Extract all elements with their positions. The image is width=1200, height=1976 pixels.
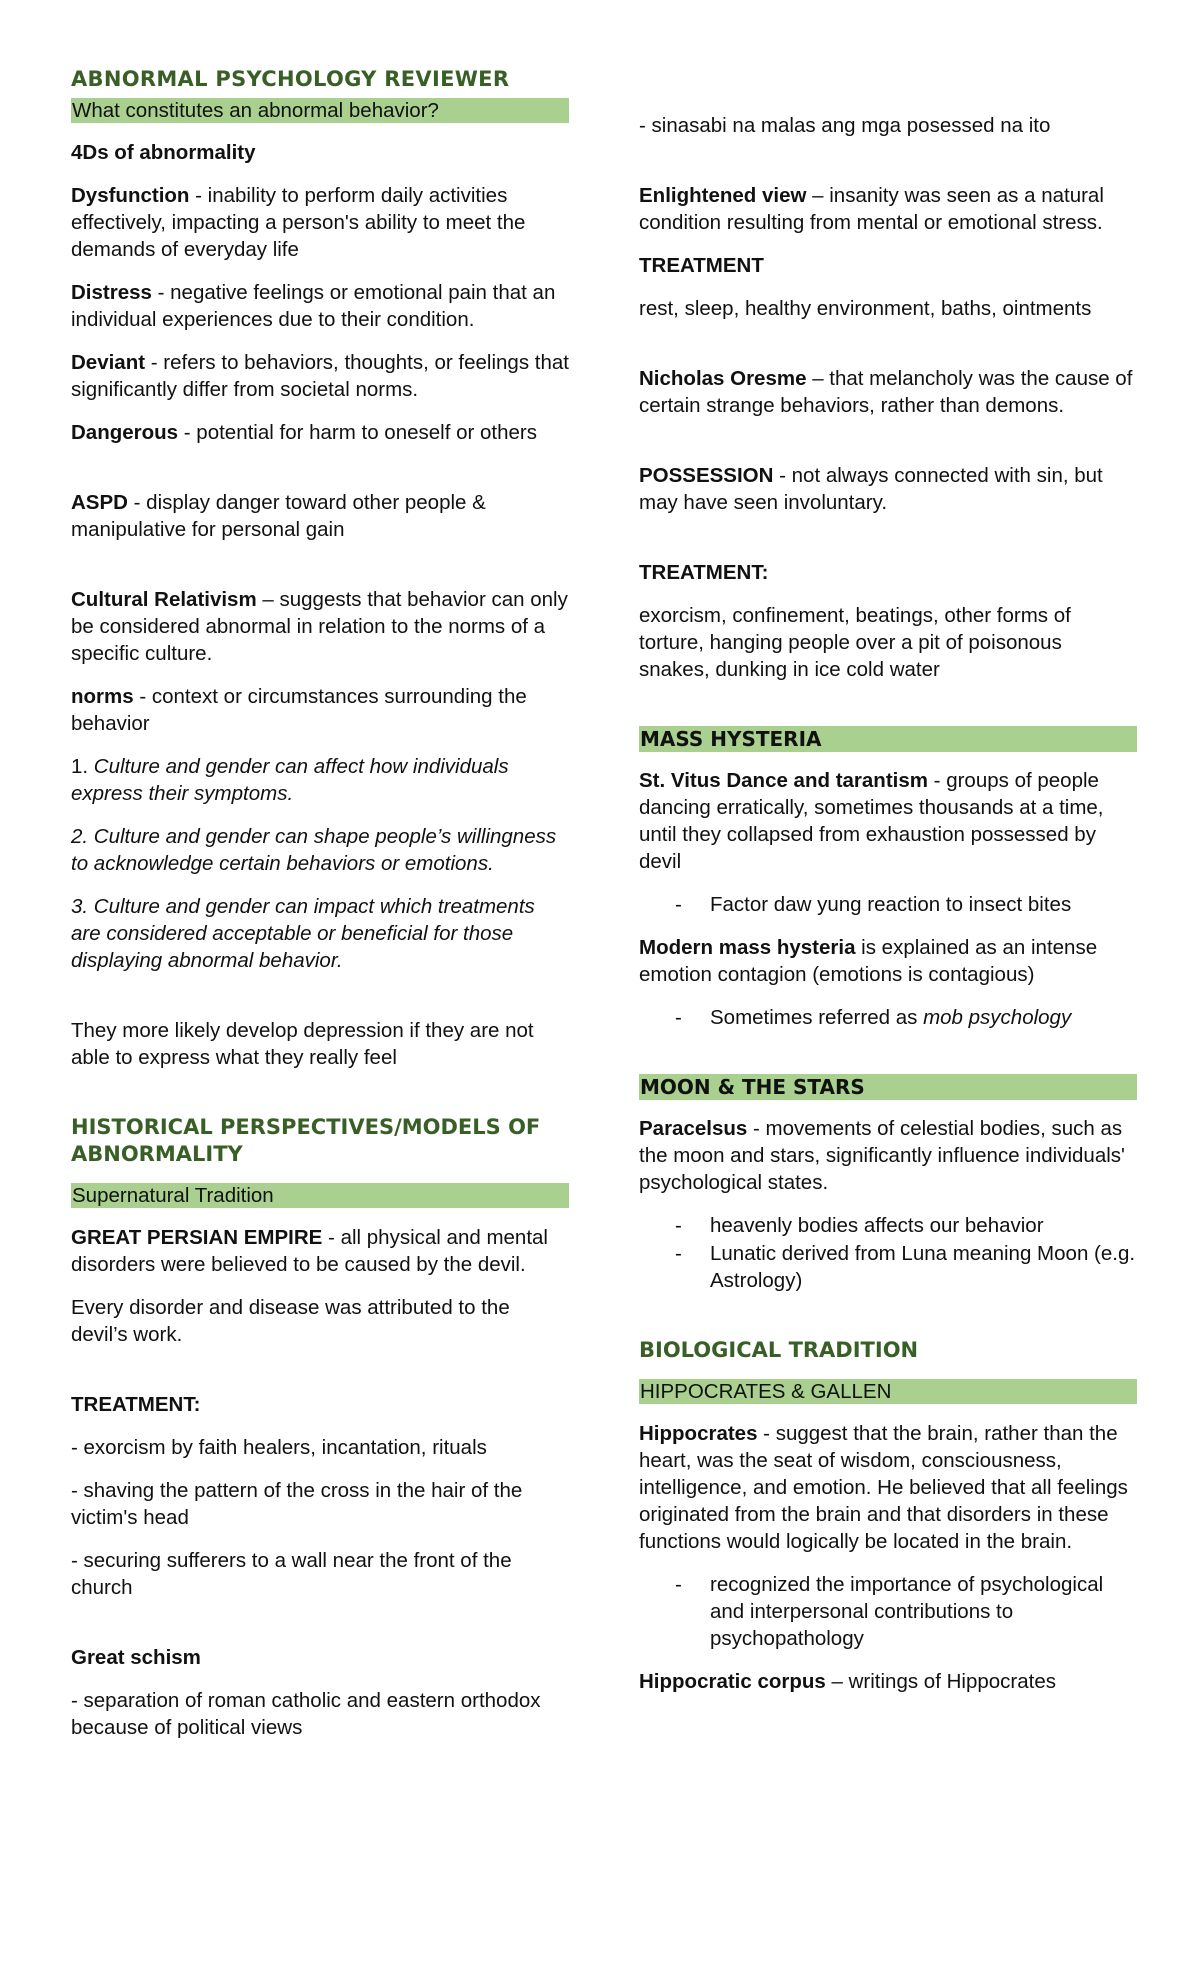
term: Distress bbox=[71, 281, 152, 304]
mass-hysteria-heading: MASS HYSTERIA bbox=[639, 726, 1137, 752]
malas-note: - sinasabi na malas ang mga posessed na ito bbox=[639, 114, 1051, 137]
bullet-list bbox=[639, 1212, 1137, 1294]
bullet-list bbox=[639, 1004, 1137, 1031]
term: Dysfunction bbox=[71, 184, 190, 207]
cultural-relativism-definition bbox=[71, 586, 569, 667]
bullet-list bbox=[639, 1571, 1137, 1652]
term: POSSESSION bbox=[639, 464, 774, 487]
term: Dangerous bbox=[71, 421, 179, 444]
spacer bbox=[71, 559, 569, 586]
term: Modern mass hysteria bbox=[639, 936, 856, 959]
supernatural-tradition-label: Supernatural Tradition bbox=[71, 1183, 569, 1208]
spacer bbox=[71, 462, 569, 489]
treatment-text: rest, sleep, healthy environment, baths, ointments bbox=[639, 297, 1092, 320]
list-item: - recognized the importance of psychological and interpersonal contributions to psychopathology bbox=[639, 1571, 1137, 1652]
spacer bbox=[639, 532, 1137, 559]
fourDs-heading: 4Ds of abnormality bbox=[71, 141, 256, 164]
st-vitus-definition bbox=[639, 767, 1137, 875]
definition: – insanity was seen as a natural condition resulting from mental or emotional stress. bbox=[639, 184, 1104, 234]
hippocratic-corpus-definition bbox=[639, 1668, 1137, 1695]
term: Deviant bbox=[71, 351, 146, 374]
definition: - groups of people dancing erratically, sometimes thousands at a time, until they collapsed from exhaustion possessed by devil bbox=[639, 769, 1104, 873]
list-item: - heavenly bodies affects our behavior bbox=[639, 1212, 1137, 1239]
dangerous-definition bbox=[71, 419, 569, 446]
great-schism-heading: Great schism bbox=[71, 1646, 201, 1669]
moon-stars-heading: MOON & THE STARS bbox=[639, 1074, 1137, 1100]
term: Cultural Relativism bbox=[71, 588, 257, 611]
text: Sometimes referred as bbox=[710, 1006, 924, 1029]
term: Hippocrates bbox=[639, 1422, 758, 1445]
document-title: ABNORMAL PSYCHOLOGY REVIEWER bbox=[71, 67, 510, 91]
list-item bbox=[639, 1004, 1137, 1031]
term: Hippocratic corpus bbox=[639, 1670, 826, 1693]
enlightened-view-definition bbox=[639, 182, 1137, 236]
definition: - inability to perform daily activities effectively, impacting a person's ability to meet the demands of everyday life bbox=[71, 184, 526, 261]
italic-text: mob psychology bbox=[923, 1006, 1072, 1029]
historical-perspectives-heading: HISTORICAL PERSPECTIVES/MODELS OF ABNORMALITY bbox=[71, 1115, 541, 1166]
spacer bbox=[639, 155, 1137, 182]
modern-mass-hysteria-definition bbox=[639, 934, 1137, 988]
treatment-item: - shaving the pattern of the cross in the hair of the victim's head bbox=[71, 1479, 523, 1529]
term: norms bbox=[71, 685, 134, 708]
dysfunction-definition bbox=[71, 182, 569, 263]
definition: – that melancholy was the cause of certain strange behaviors, rather than demons. bbox=[639, 367, 1133, 417]
treatment-heading: TREATMENT: bbox=[71, 1393, 201, 1416]
norms-definition bbox=[71, 683, 569, 737]
culture-point-2: 2. Culture and gender can shape people’s willingness to acknowledge certain behaviors or emotions. bbox=[71, 825, 557, 875]
term: Paracelsus bbox=[639, 1117, 748, 1140]
definition: - movements of celestial bodies, such as the moon and stars, significantly influence individuals' psychological states. bbox=[639, 1117, 1125, 1194]
term: St. Vitus Dance and tarantism bbox=[639, 769, 928, 792]
definition: - potential for harm to oneself or others bbox=[178, 421, 538, 444]
culture-point-1 bbox=[71, 753, 569, 807]
spacer bbox=[639, 1047, 1137, 1074]
oresme-definition bbox=[639, 365, 1137, 419]
term: Enlightened view bbox=[639, 184, 807, 207]
definition: - refers to behaviors, thoughts, or feelings that significantly differ from societal norms. bbox=[71, 351, 569, 401]
treatment-text: exorcism, confinement, beatings, other forms of torture, hanging people over a pit of poisonous snakes, dunking in ice cold water bbox=[639, 604, 1071, 681]
depression-note: They more likely develop depression if they are not able to express what they really feel bbox=[71, 1019, 534, 1069]
bullet-list bbox=[639, 891, 1137, 918]
spacer bbox=[639, 699, 1137, 726]
list-item: - Factor daw yung reaction to insect bites bbox=[639, 891, 1137, 918]
spacer bbox=[71, 1364, 569, 1391]
spacer bbox=[639, 435, 1137, 462]
definition: – suggests that behavior can only be considered abnormal in relation to the norms of a specific culture. bbox=[71, 588, 568, 665]
definition: - not always connected with sin, but may have seen involuntary. bbox=[639, 464, 1103, 514]
definition: - display danger toward other people & manipulative for personal gain bbox=[71, 491, 486, 541]
definition: – writings of Hippocrates bbox=[825, 1670, 1056, 1693]
spacer bbox=[639, 338, 1137, 365]
paracelsus-definition bbox=[639, 1115, 1137, 1196]
term: ASPD bbox=[71, 491, 128, 514]
point-number: 1. bbox=[71, 755, 94, 778]
right-column bbox=[639, 112, 1137, 1711]
treatment-heading: TREATMENT: bbox=[639, 561, 769, 584]
definition: is explained as an intense emotion contagion (emotions is contagious) bbox=[639, 936, 1098, 986]
spacer bbox=[71, 990, 569, 1017]
possession-definition bbox=[639, 462, 1137, 516]
hippocrates-gallen-label: HIPPOCRATES & GALLEN bbox=[639, 1379, 1137, 1404]
biological-tradition-heading: BIOLOGICAL TRADITION bbox=[639, 1338, 919, 1362]
treatment-item: - exorcism by faith healers, incantation, rituals bbox=[71, 1436, 487, 1459]
aspd-definition bbox=[71, 489, 569, 543]
spacer bbox=[71, 1087, 569, 1114]
definition: - all physical and mental disorders were believed to be caused by the devil. bbox=[71, 1226, 548, 1276]
definition: - suggest that the brain, rather than the heart, was the seat of wisdom, consciousness, intelligence, and emotion. He believed that all feelings originated from the brain and that disorders in these functions would logically be located in the brain. bbox=[639, 1422, 1128, 1553]
deviant-definition bbox=[71, 349, 569, 403]
point-text: Culture and gender can affect how individuals express their symptoms. bbox=[71, 755, 509, 805]
hippocrates-definition bbox=[639, 1420, 1137, 1555]
definition: - negative feelings or emotional pain that an individual experiences due to their condition. bbox=[71, 281, 556, 331]
culture-point-3: 3. Culture and gender can impact which treatments are considered acceptable or beneficial for those displaying abnormal behavior. bbox=[71, 895, 535, 972]
treatment-heading: TREATMENT bbox=[639, 254, 764, 277]
highlight-question: What constitutes an abnormal behavior? bbox=[71, 98, 569, 123]
spacer bbox=[639, 1310, 1137, 1337]
treatment-item: - securing sufferers to a wall near the front of the church bbox=[71, 1549, 512, 1599]
definition: - context or circumstances surrounding the behavior bbox=[71, 685, 527, 735]
every-disorder-note: Every disorder and disease was attributed to the devil’s work. bbox=[71, 1296, 510, 1346]
left-column bbox=[71, 66, 569, 1757]
spacer bbox=[71, 1617, 569, 1644]
distress-definition bbox=[71, 279, 569, 333]
term: GREAT PERSIAN EMPIRE bbox=[71, 1226, 323, 1249]
great-schism-text: - separation of roman catholic and eastern orthodox because of political views bbox=[71, 1689, 541, 1739]
persian-empire-definition bbox=[71, 1224, 569, 1278]
list-item: - Lunatic derived from Luna meaning Moon (e.g. Astrology) bbox=[639, 1240, 1137, 1294]
term: Nicholas Oresme bbox=[639, 367, 807, 390]
